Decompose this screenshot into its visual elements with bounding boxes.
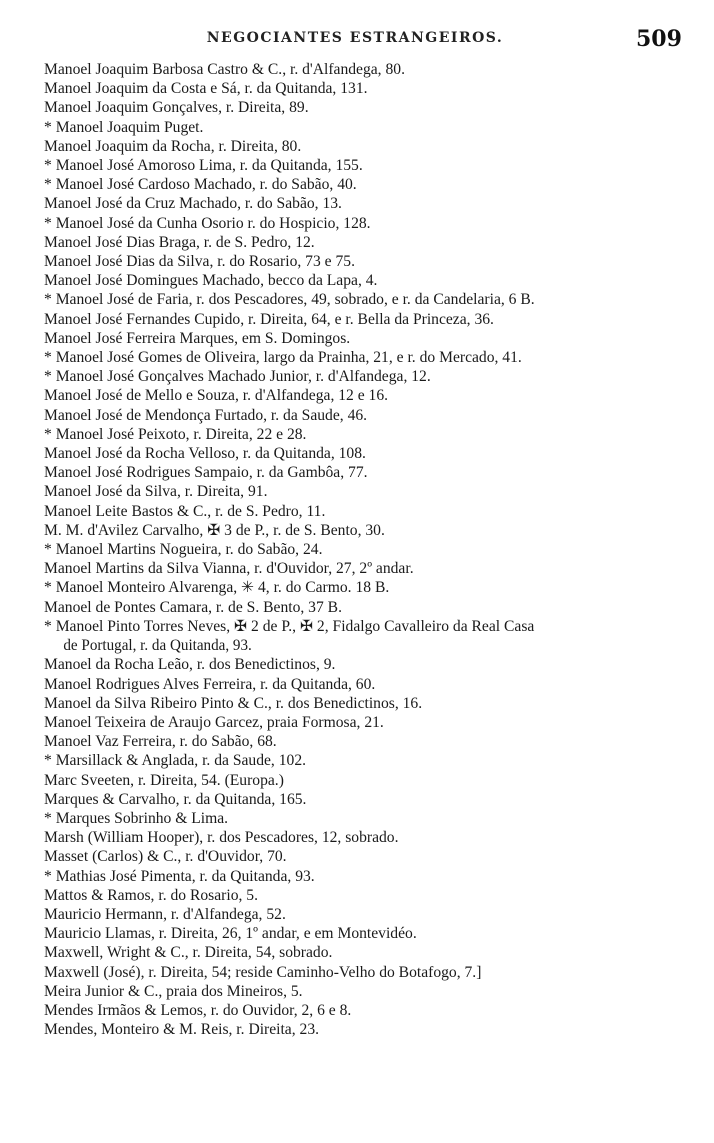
directory-entry: Mattos & Ramos, r. do Rosario, 5.	[44, 886, 258, 904]
directory-entry: Marc Sveeten, r. Direita, 54. (Europa.)	[44, 771, 284, 789]
directory-entry: Manoel da Rocha Leão, r. dos Benedictinos, 9.	[44, 656, 336, 674]
directory-entry: * Manoel José da Cunha Osorio r. do Hospicio, 128.	[44, 214, 371, 232]
directory-entry: Mauricio Hermann, r. d'Alfandega, 52.	[44, 905, 286, 923]
directory-entry: Mauricio Llamas, r. Direita, 26, 1º andar, e em Montevidéo.	[44, 925, 417, 943]
directory-entry: Manoel José da Rocha Velloso, r. da Quitanda, 108.	[44, 445, 366, 463]
directory-entry: Manoel Leite Bastos & C., r. de S. Pedro, 11.	[44, 502, 326, 520]
directory-entry: Manoel Joaquim da Costa e Sá, r. da Quitanda, 131.	[44, 80, 368, 98]
directory-entry: * Manoel Monteiro Alvarenga, ✳ 4, r. do Carmo. 18 B.	[44, 579, 390, 597]
directory-entry: Marques & Carvalho, r. da Quitanda, 165.	[44, 790, 307, 808]
directory-entry: Manoel Joaquim da Rocha, r. Direita, 80.	[44, 137, 302, 155]
directory-entry: Manoel José de Mello e Souza, r. d'Alfandega, 12 e 16.	[44, 387, 389, 405]
directory-entry: * Manoel Pinto Torres Neves, ✠ 2 de P., ✠ 2, Fidalgo Cavalleiro da Real Casa	[44, 617, 535, 635]
directory-entry: Maxwell (José), r. Direita, 54; reside Caminho-Velho do Botafogo, 7.]	[44, 963, 482, 981]
directory-entry: Manoel José Domingues Machado, becco da Lapa, 4.	[44, 272, 378, 290]
directory-entry: Manoel da Silva Ribeiro Pinto & C., r. dos Benedictinos, 16.	[44, 694, 423, 712]
directory-entry: Manoel de Pontes Camara, r. de S. Bento, 37 B.	[44, 598, 342, 616]
page-number: 509	[636, 26, 682, 52]
directory-entry: Marsh (William Hooper), r. dos Pescadores, 12, sobrado.	[44, 829, 399, 847]
directory-entry: Manoel José Dias da Silva, r. do Rosario, 73 e 75.	[44, 253, 355, 271]
directory-entry: * Manoel José Peixoto, r. Direita, 22 e 28.	[44, 425, 307, 443]
directory-entry: * Manoel José Gomes de Oliveira, largo da Prainha, 21, e r. do Mercado, 41.	[44, 349, 522, 367]
directory-entry: * Marsillack & Anglada, r. da Saude, 102.	[44, 752, 307, 770]
running-head: NEGOCIANTES ESTRANGEIROS.	[206, 30, 504, 46]
directory-entry: * Manoel José Amoroso Lima, r. da Quitanda, 155.	[44, 157, 363, 175]
directory-entry: Masset (Carlos) & C., r. d'Ouvidor, 70.	[44, 848, 287, 866]
directory-entry: Manoel José da Silva, r. Direita, 91.	[44, 483, 268, 501]
directory-entry: * Manoel Joaquim Puget.	[44, 118, 204, 136]
directory-entry: Manoel Rodrigues Alves Ferreira, r. da Quitanda, 60.	[44, 675, 376, 693]
directory-entry: Manoel José Rodrigues Sampaio, r. da Gambôa, 77.	[44, 464, 368, 482]
directory-entry: * Manoel José Cardoso Machado, r. do Sabão, 40.	[44, 176, 357, 194]
directory-entry: * Manoel Martins Nogueira, r. do Sabão, 24.	[44, 541, 323, 559]
directory-entry: Meira Junior & C., praia dos Mineiros, 5.	[44, 982, 303, 1000]
directory-entry: Manoel José Dias Braga, r. de S. Pedro, 12.	[44, 233, 315, 251]
directory-entry: Manoel Joaquim Gonçalves, r. Direita, 89.	[44, 99, 309, 117]
directory-entry: * Manoel José de Faria, r. dos Pescadores, 49, sobrado, e r. da Candelaria, 6 B.	[44, 291, 535, 309]
directory-entry: M. M. d'Avilez Carvalho, ✠ 3 de P., r. de S. Bento, 30.	[44, 521, 385, 539]
directory-entry: * Manoel José Gonçalves Machado Junior, r. d'Alfandega, 12.	[44, 368, 431, 386]
directory-entry: Mendes, Monteiro & M. Reis, r. Direita, 23.	[44, 1021, 320, 1039]
entry-list	[44, 60, 684, 1039]
directory-entry: Manoel Martins da Silva Vianna, r. d'Ouvidor, 27, 2º andar.	[44, 560, 414, 578]
directory-entry: Manoel José Ferreira Marques, em S. Domingos.	[44, 329, 351, 347]
directory-entry: Manoel José da Cruz Machado, r. do Sabão, 13.	[44, 195, 342, 213]
directory-entry: de Portugal, r. da Quitanda, 93.	[63, 637, 252, 655]
directory-entry: Manoel José Fernandes Cupido, r. Direita, 64, e r. Bella da Princeza, 36.	[44, 310, 494, 328]
directory-entry: Manoel José de Mendonça Furtado, r. da Saude, 46.	[44, 406, 368, 424]
directory-entry: Manoel Teixeira de Araujo Garcez, praia Formosa, 21.	[44, 713, 384, 731]
directory-entry: Manoel Vaz Ferreira, r. do Sabão, 68.	[44, 733, 277, 751]
directory-entry: * Marques Sobrinho & Lima.	[44, 809, 229, 827]
directory-entry: * Mathias José Pimenta, r. da Quitanda, 93.	[44, 867, 315, 885]
directory-entry: Maxwell, Wright & C., r. Direita, 54, sobrado.	[44, 944, 333, 962]
directory-entry: Mendes Irmãos & Lemos, r. do Ouvidor, 2, 6 e 8.	[44, 1001, 352, 1019]
directory-entry: Manoel Joaquim Barbosa Castro & C., r. d'Alfandega, 80.	[44, 61, 405, 78]
